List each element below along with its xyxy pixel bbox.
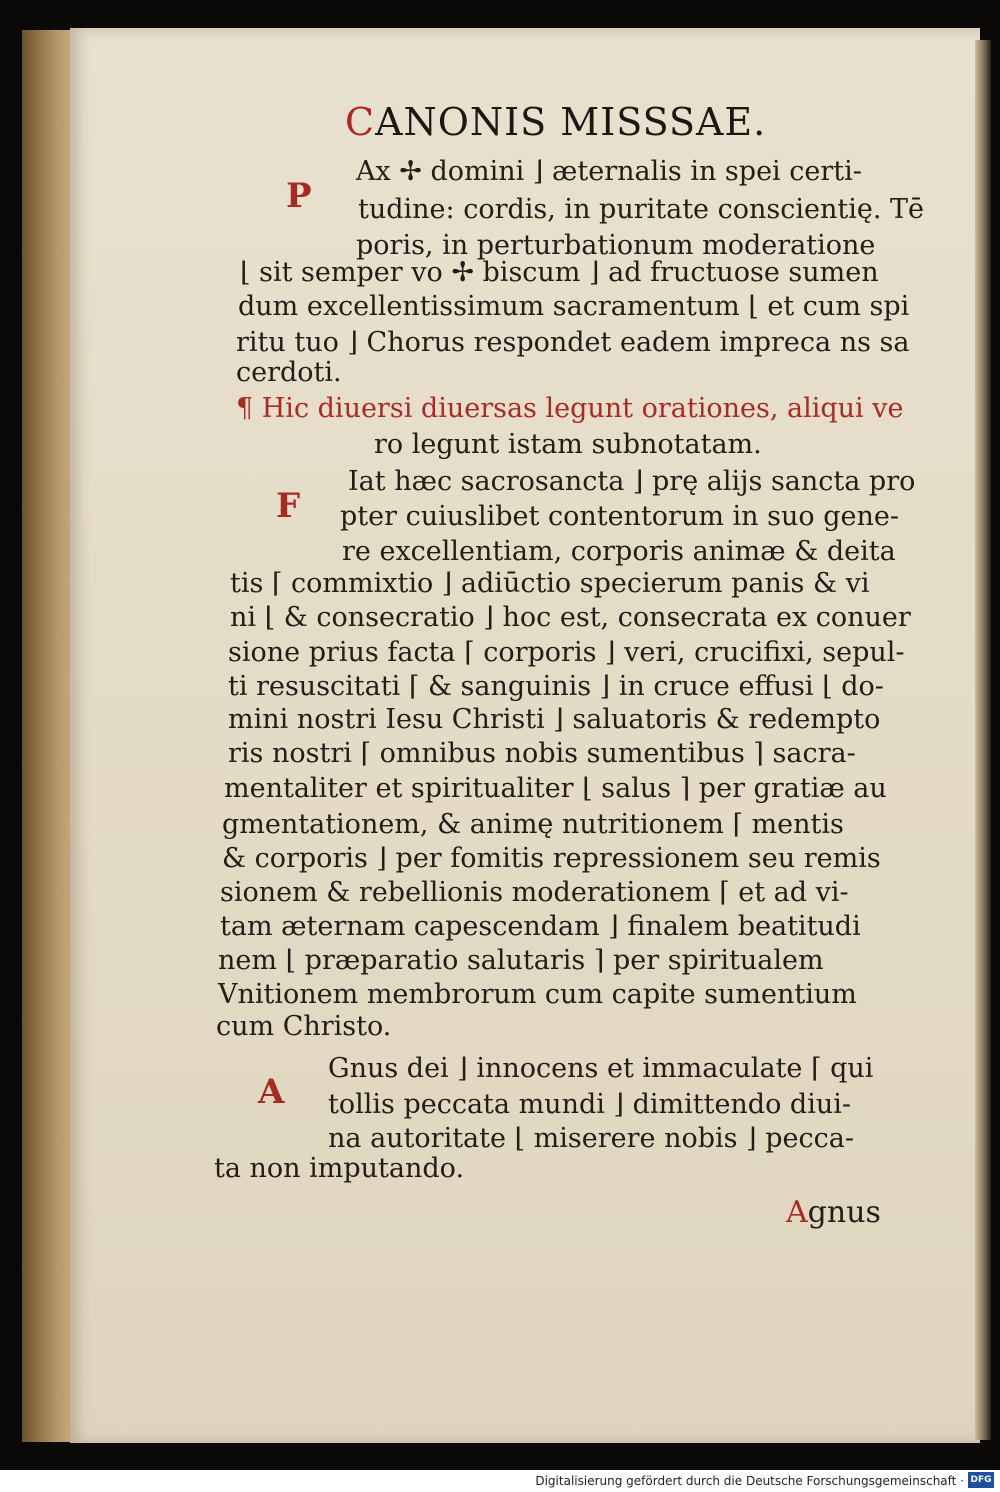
text-line: tis ⌈ commixtio ⌋ adiūctio specierum panis & vi bbox=[230, 568, 870, 599]
text-line: nem ⌊ præparatio salutaris ⌉ per spiritualem bbox=[218, 945, 824, 976]
title-capital: C bbox=[345, 100, 376, 144]
text-line: ris nostri ⌈ omnibus nobis sumentibus ⌉ sacra- bbox=[228, 738, 856, 769]
initial-p: P bbox=[286, 176, 312, 216]
text-line: pter cuiuslibet contentorum in suo gene- bbox=[340, 501, 899, 532]
text-line: poris, in perturbationum moderatione bbox=[356, 230, 876, 261]
catchword-capital: A bbox=[786, 1195, 808, 1230]
text-line: cerdoti. bbox=[236, 357, 342, 388]
text-line: Iat hæc sacrosancta ⌋ prę alijs sancta pro bbox=[348, 466, 916, 497]
title-text: ANONIS MISSSAE. bbox=[375, 100, 767, 144]
text-line: ritu tuo ⌋ Chorus respondet eadem impreca ns sa bbox=[236, 327, 910, 358]
text-line: sionem & rebellionis moderationem ⌈ et ad vi- bbox=[220, 877, 849, 908]
text-line: tollis peccata mundi ⌋ dimittendo diui- bbox=[328, 1089, 851, 1120]
page-title bbox=[345, 100, 805, 144]
text-line: ti resuscitati ⌈ & sanguinis ⌋ in cruce effusi ⌊ do- bbox=[228, 671, 884, 702]
text-line: ⌊ sit semper vo ✢ biscum ⌋ ad fructuose sumen bbox=[240, 257, 879, 288]
text-line: ni ⌊ & consecratio ⌋ hoc est, consecrata ex conuer bbox=[230, 602, 911, 633]
text-line: ro legunt istam subnotatam. bbox=[374, 429, 762, 460]
initial-a: A bbox=[258, 1072, 285, 1112]
text-line: re excellentiam, corporis animæ & deita bbox=[342, 536, 896, 567]
dfg-logo-icon: DFG bbox=[968, 1472, 994, 1488]
text-line: tam æternam capescendam ⌋ finalem beatitudi bbox=[220, 911, 861, 942]
text-line: dum excellentissimum sacramentum ⌊ et cum spi bbox=[238, 291, 910, 322]
text-line: na autoritate ⌊ miserere nobis ⌋ pecca- bbox=[328, 1123, 854, 1154]
text-line: cum Christo. bbox=[216, 1011, 392, 1042]
catchword bbox=[786, 1195, 881, 1230]
initial-f: F bbox=[276, 486, 301, 526]
catchword-rest: gnus bbox=[807, 1195, 881, 1230]
text-line: tudine: cordis, in puritate conscientię. Tē bbox=[358, 194, 924, 225]
rubric-line: ¶ Hic diuersi diuersas legunt orationes, aliqui ve bbox=[236, 393, 904, 424]
footer-credit: Digitalisierung gefördert durch die Deutsche Forschungsgemeinschaft · bbox=[535, 1474, 964, 1488]
page-edge bbox=[975, 40, 991, 1440]
text-line: Ax ✢ domini ⌋ æternalis in spei certi- bbox=[356, 156, 862, 187]
text-line: mentaliter et spiritualiter ⌊ salus ⌉ per gratiæ au bbox=[224, 773, 887, 804]
text-line: & corporis ⌋ per fomitis repressionem seu remis bbox=[222, 843, 881, 874]
text-line: sione prius facta ⌈ corporis ⌋ veri, crucifixi, sepul- bbox=[228, 637, 905, 668]
text-line: ta non imputando. bbox=[214, 1153, 465, 1184]
text-line: gmentationem, & animę nutritionem ⌈ mentis bbox=[222, 809, 844, 840]
text-line: Gnus dei ⌋ innocens et immaculate ⌈ qui bbox=[328, 1053, 874, 1084]
text-line: mini nostri Iesu Christi ⌋ saluatoris & redempto bbox=[228, 704, 881, 735]
text-line: Vnitionem membrorum cum capite sumentium bbox=[218, 979, 857, 1010]
